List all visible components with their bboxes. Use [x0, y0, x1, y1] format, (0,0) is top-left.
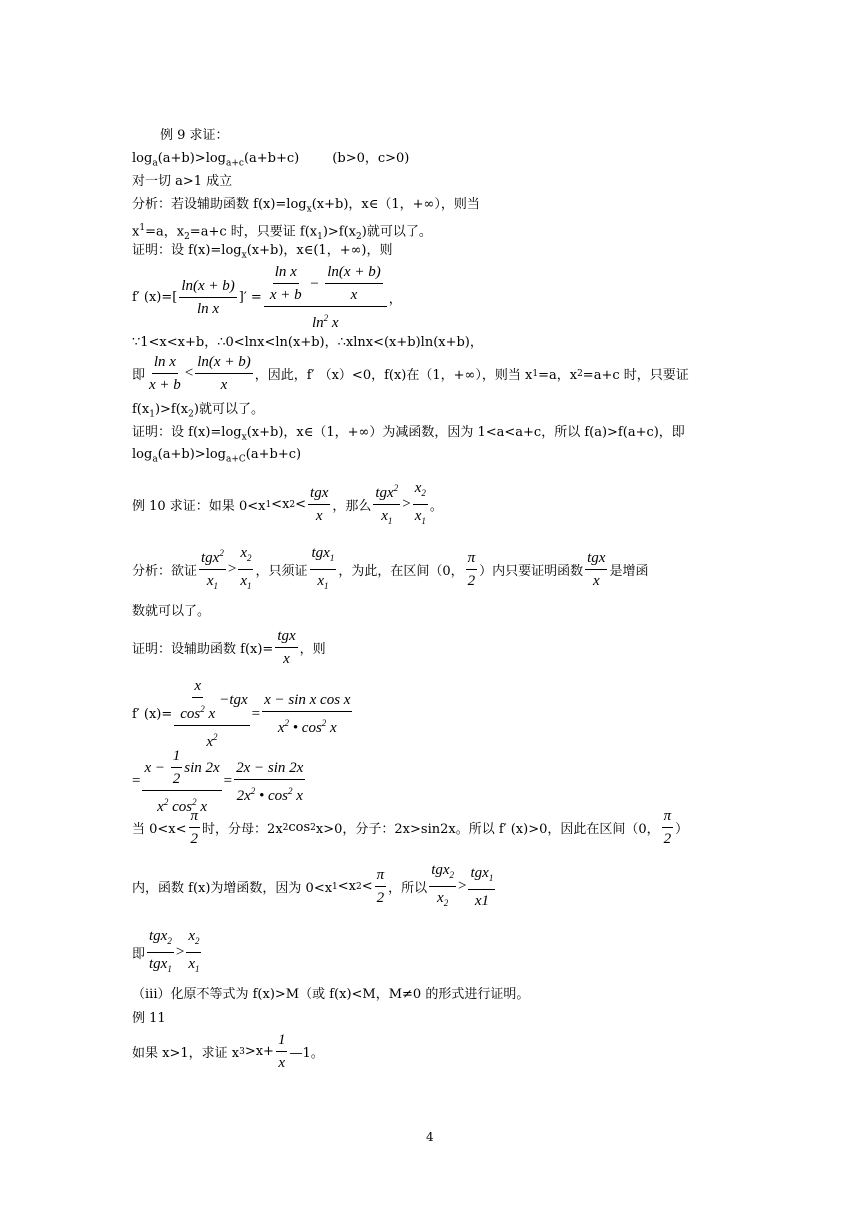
example-10-when: 当 0<x< $\frac{\pi}{2}$ 时，分母：2x 2 cos 2 x>0，分子：2x>sin2x。所以 f′ (x)>0，因此在区间（0， $\frac{\pi}{2}$ ）	[132, 808, 689, 847]
example-10-analysis-2: 数就可以了。	[132, 604, 211, 619]
example-9-therefore: 即 $\frac{\text{ln x}}{x + b}$ < $\frac{\ln(x + b)}{x}$ ，因此，f′ （x）<0，f(x)在（1，+∞），则当 x 1 =a，x 2 =a+c 时，只要证	[132, 354, 689, 393]
example-9-title: 例 9 求证：	[160, 128, 229, 143]
example-10-analysis: 分析：欲证 $\frac{tgx^2}{x_1}$ > $\frac{x_2}{x_1}$ ，只须证 $\frac{tgx_1}{x_1}$ ，为此，在区间（0， $\frac{\pi}{2}$ ）内只要证明函数 $\frac{\text{tgx}}{x}$ 是增函	[132, 545, 649, 591]
example-9-condition: 对一切 a>1 成立	[132, 174, 233, 189]
quotient-rule-fraction: $\frac{\text{ln x}}{x + b}$ − $\frac{\ln(x + b)}{x}$ $\ln^2 x$	[264, 262, 387, 333]
example-9-because: ∵1<x<x+b，∴0<lnx<ln(x+b)，∴xlnx<(x+b)ln(x+b)，	[132, 335, 483, 350]
example-9-analysis-1: 分析：若设辅助函数 $f(x)=\log_x(x+b)$，x∈（1，+∞），则当	[132, 197, 480, 215]
example-10-conclusion: 即 $\frac{tgx_2}{tgx_1}$ > $\frac{x_2}{x_1}$	[132, 928, 200, 974]
example-9-proof-2: 证明：设 $f(x)=\log_x(x+b)$，x∈（1，+∞）为减函数，因为 1<a<a+c，所以 f(a)>f(a+c)，即	[132, 425, 685, 443]
example-9-analysis-2: $x^1=a$，$x_2=a+c$ 时，只要证 $f(x_1)>f(x_2)$就可以了。	[132, 223, 432, 242]
example-9-inequality: $\log_a(a+b)>\log_{a+c}(a+b+c)$ (b>0，c>0)	[132, 151, 410, 169]
example-10-proof: 证明：设辅助函数 f(x)= $\frac{\text{tgx}}{x}$ ，则	[132, 628, 326, 667]
example-10-derivative: f′ (x)= $\frac{x}{\cos^2 x}$ − tgx $x^2$ = $\frac{\text{x − sin x cos x}}{x^2 • \cos^2 x}$	[132, 678, 351, 750]
page-number: 4	[426, 1130, 434, 1144]
example-11-title: 例 11	[132, 1011, 166, 1026]
part-iii: （iii）化原不等式为 f(x)>M（或 f(x)<M，M≠0 的形式进行证明。	[132, 987, 530, 1002]
example-9-proof-1: 证明：设 $f(x)=\log_x(x+b)$，x∈(1，+∞)，则	[132, 243, 393, 261]
example-10-inside: 内，函数 f(x)为增函数，因为 0<x 1 <x 2 < $\frac{\pi}{2}$ ，所以 $\frac{tgx_2}{x_2}$ > $\frac{tgx_1}{x1}$	[132, 862, 494, 909]
example-9-therefore-2: $f(x_1)>f(x_2)$就可以了。	[132, 402, 264, 420]
example-9-conclusion: $\log_a(a+b)>\log_{a+C}(a+b+c)$	[132, 447, 302, 465]
example-10-simplify: = x − $\frac{1}{2}$ sin 2x $x^2$ $\cos^2 x$ = $\frac{2x - \sin 2x}{2x^2 • \cos^2 x}$	[132, 748, 304, 815]
example-9-derivative: f′ (x)=[ $\frac{\ln(x + b)}{\text{ln x}}$ ]′ = $\frac{\text{ln x}}{x + b}$ − $\frac{\ln(x + b)}{x}$ $\ln^2 x$ ，	[132, 264, 402, 331]
ln-ratio-fraction: $\frac{\ln(x + b)}{\text{ln x}}$	[181, 278, 235, 317]
example-10-title: 例 10 求证：如果 0<x 1 <x 2 < $\frac{\text{tgx}}{x}$ ，那么 $\frac{tgx^2}{x_1}$ > $\frac{x_2}{x_1}$ 。	[132, 480, 443, 526]
example-11-body: 如果 x>1，求证 x 3 >x+ $\frac{1}{x}$ —1。	[132, 1032, 324, 1071]
